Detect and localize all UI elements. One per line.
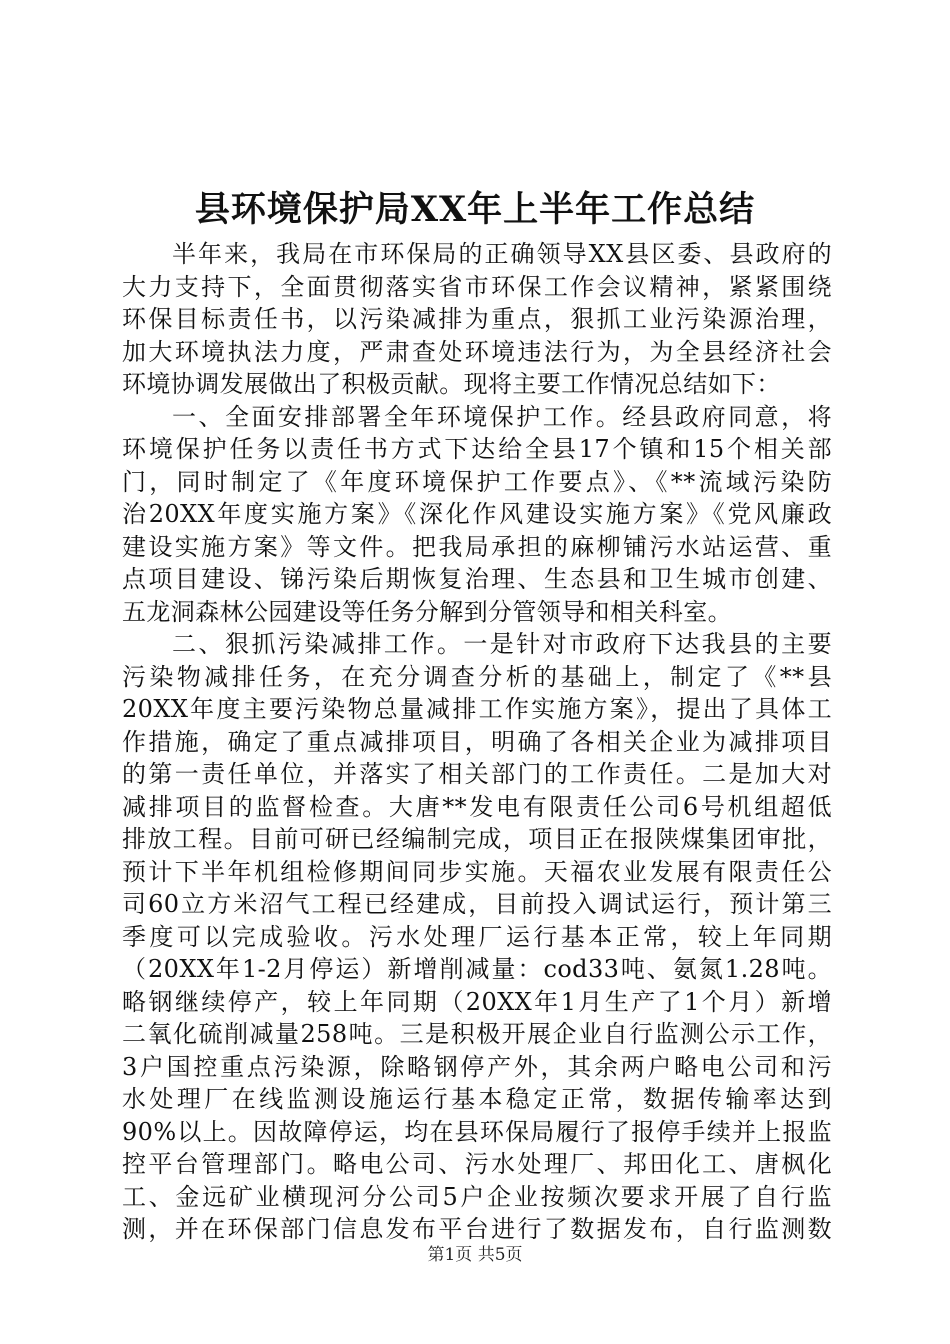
paragraph-line: 环境保护任务以责任书方式下达给全县17个镇和15个相关部 [122,435,832,463]
paragraph-line: 水处理厂在线监测设施运行基本稳定正常，数据传输率达到 [122,1085,832,1113]
paragraph-line: （20XX年1-2月停运）新增削减量：cod33吨、氨氮1.28吨。 [122,955,832,983]
paragraph-line: 大力支持下，全面贯彻落实省市环保工作会议精神，紧紧围绕 [122,272,832,301]
paragraph-line: 点项目建设、锑污染后期恢复治理、生态县和卫生城市创建、 [122,565,832,593]
paragraph-line: 3户国控重点污染源，除略钢停产外，其余两户略电公司和污 [122,1052,832,1081]
paragraph-line: 建设实施方案》等文件。把我局承担的麻柳铺污水站运营、重 [122,532,832,561]
paragraph-line: 加大环境执法力度，严肃查处环境违法行为，为全县经济社会 [122,337,832,366]
paragraph-line: 治20XX年度实施方案》《深化作风建设实施方案》《党风廉政 [122,500,832,528]
paragraph-line: 预计下半年机组检修期间同步实施。天福农业发展有限责任公 [122,857,832,886]
paragraph-line: 司60立方米沼气工程已经建成，目前投入调试运行，预计第三 [122,890,832,918]
paragraph-line: 季度可以完成验收。污水处理厂运行基本正常，较上年同期 [122,922,832,951]
paragraph-line: 测，并在环保部门信息发布平台进行了数据发布，自行监测数 [122,1215,832,1243]
paragraph-line: 环保目标责任书，以污染减排为重点，狠抓工业污染源治理， [122,305,832,333]
paragraph-line: 90%以上。因故障停运，均在县环保局履行了报停手续并上报监 [122,1117,832,1146]
paragraph-line: 门，同时制定了《年度环境保护工作要点》、《**流域污染防 [122,467,832,496]
paragraph-line: 二、狠抓污染减排工作。一是针对市政府下达我县的主要 [172,630,832,658]
paragraph-line: 环境协调发展做出了积极贡献。现将主要工作情况总结如下： [122,370,781,398]
paragraph-line: 一、全面安排部署全年环境保护工作。经县政府同意，将 [172,402,832,431]
paragraph-line: 减排项目的监督检查。大唐**发电有限责任公司6号机组超低 [122,792,832,821]
paragraph-line: 五龙洞森林公园建设等任务分解到分管领导和相关科室。 [122,597,732,626]
document-title: 县环境保护局XX年上半年工作总结 [194,189,756,230]
paragraph-line: 工、金远矿业横现河分公司5户企业按频次要求开展了自行监 [122,1182,832,1211]
paragraph-line: 20XX年度主要污染物总量减排工作实施方案》，提出了具体工 [122,695,832,723]
paragraph-line: 排放工程。目前可研已经编制完成，项目正在报陕煤集团审批， [122,825,832,853]
paragraph-line: 二氧化硫削减量258吨。三是积极开展企业自行监测公示工作， [122,1020,832,1048]
document-body [122,238,832,1246]
paragraph-line: 作措施，确定了重点减排项目，明确了各相关企业为减排项目 [122,727,832,756]
paragraph-line: 的第一责任单位，并落实了相关部门的工作责任。二是加大对 [122,760,832,788]
paragraph-line: 半年来，我局在市环保局的正确领导XX县区委、县政府的 [172,240,832,268]
paragraph-line: 略钢继续停产，较上年同期（20XX年1月生产了1个月）新增 [122,987,832,1016]
paragraph-line: 污染物减排任务，在充分调查分析的基础上，制定了《**县 [122,662,832,691]
page-number: 第1页 共5页 [427,1245,523,1265]
paragraph-line: 控平台管理部门。略电公司、污水处理厂、邦田化工、唐枫化 [122,1150,832,1178]
